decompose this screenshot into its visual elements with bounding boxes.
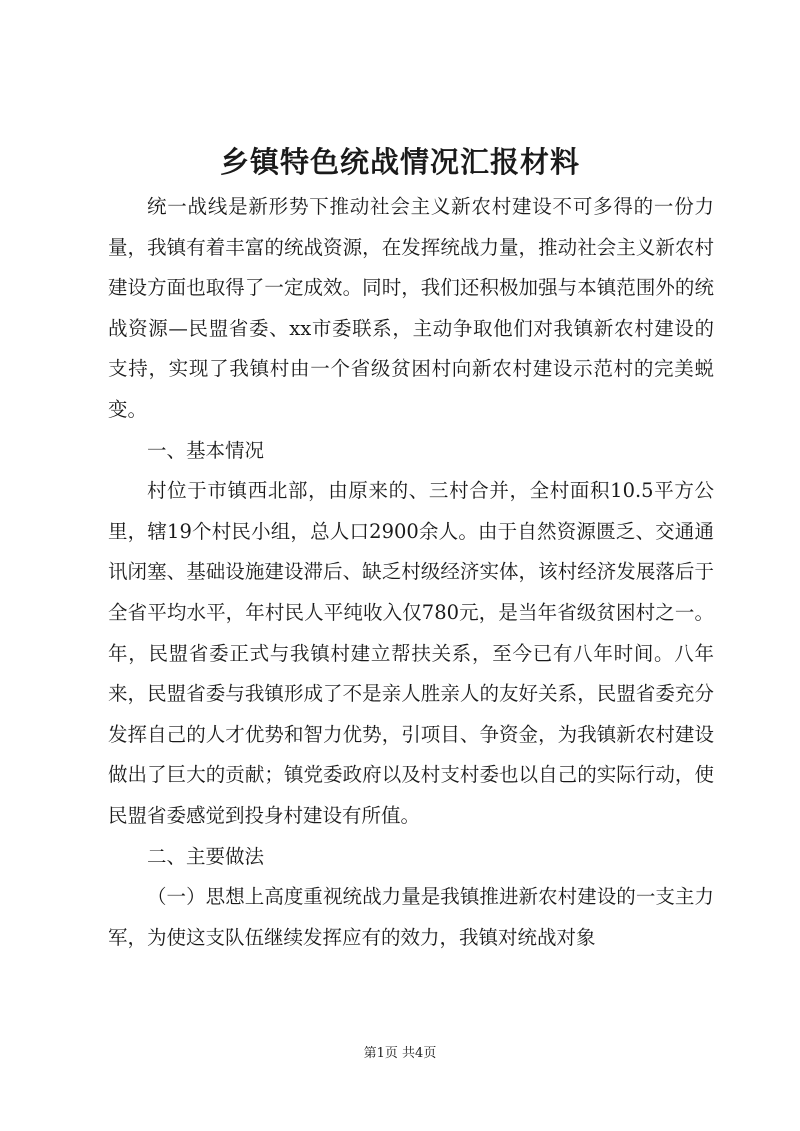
body-paragraph: 村位于市镇西北部，由原来的、三村合并，全村面积10.5平方公里，辖19个村民小组，总人口2900余人。由于自然资源匮乏、交通通讯闭塞、基础设施建设滞后、缺乏村级经济实体，该村经济发展落后于全省平均水平，年村民人平纯收入仅780元，是当年省级贫困村之一。年，民盟省委正式与我镇村建立帮扶关系，至今已有八年时间。八年来，民盟省委与我镇形成了不是亲人胜亲人的友好关系，民盟省委充分发挥自己的人才优势和智力优势，引项目、争资金，为我镇新农村建设做出了巨大的贡献；镇党委政府以及村支村委也以自己的实际行动，使民盟省委感觉到投身村建设有所值。	[108, 479, 714, 827]
section-heading-main-practices: 二、主要做法	[147, 844, 265, 868]
document-title: 乡镇特色统战情况汇报材料	[219, 145, 580, 179]
section-heading-basic-situation: 一、基本情况	[147, 438, 265, 462]
body-paragraph: 统一战线是新形势下推动社会主义新农村建设不可多得的一份力量，我镇有着丰富的统战资源，在发挥统战力量，推动社会主义新农村建设方面也取得了一定成效。同时，我们还积极加强与本镇范围外的统战资源—民盟省委、xx市委联系，主动争取他们对我镇新农村建设的支持，实现了我镇村由一个省级贫困村向新农村建设示范村的完美蜕变。	[108, 195, 714, 421]
document-body	[108, 187, 714, 958]
body-paragraph: （一）思想上高度重视统战力量是我镇推进新农村建设的一支主力军，为使这支队伍继续发挥应有的效力，我镇对统战对象	[108, 885, 714, 949]
page-number-footer: 第1页 共4页	[363, 1046, 437, 1061]
